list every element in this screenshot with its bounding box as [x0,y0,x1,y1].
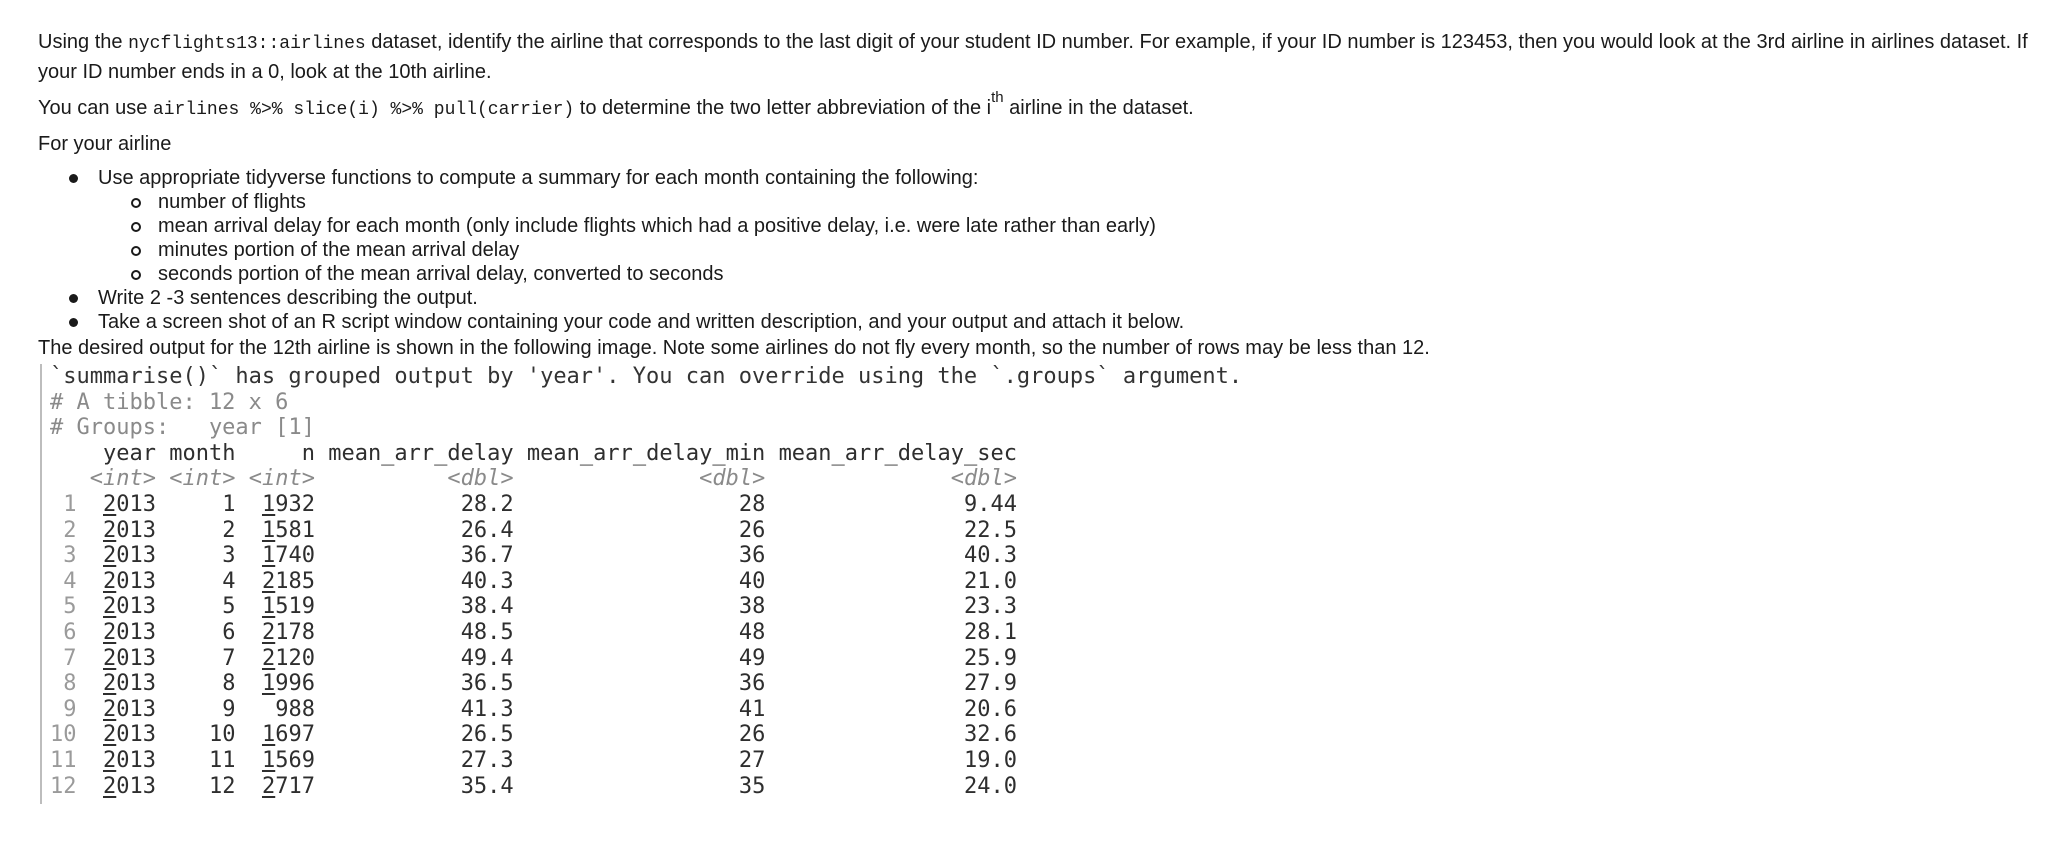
year-thousands-digit: 2 [103,491,117,517]
column-header: mean_arr_delay_min [526,440,766,466]
n-thousands-digit: 2 [261,619,276,645]
sub-item: mean arrival delay for each month (only include flights which had a positive delay, i.e. were late rather than early) [158,214,2058,238]
column-header: mean_arr_delay_sec [778,440,1017,466]
mean-arr-delay-sec-value: 23.3 [964,594,1018,620]
row-number: 12 [50,773,77,799]
year-rest: 013 [116,722,156,748]
mean-arr-delay-value: 38.4 [460,594,514,620]
mean-arr-delay-min-value: 36 [738,671,766,697]
n-value: 569 [275,747,315,773]
mean-arr-delay-min-value: 36 [738,543,766,569]
column-type: <dbl> [699,466,766,492]
month-value: 5 [222,594,236,620]
mean-arr-delay-value: 48.5 [460,619,514,645]
paragraph-dataset-instructions [38,28,2058,86]
tibble-type-row [50,466,1310,492]
year-thousands-digit: 2 [103,671,117,697]
n-thousands-digit: 1 [261,747,276,773]
text: You can use [38,97,153,119]
mean-arr-delay-min-value: 27 [738,747,766,773]
month-value: 12 [208,773,236,799]
n-value: 519 [275,594,315,620]
month-value: 7 [222,645,236,671]
bullet-item: Write 2 -3 sentences describing the output. [98,286,2058,310]
text: Using the [38,31,129,53]
n-value: 581 [275,517,315,543]
n-thousands-digit: 2 [261,568,276,594]
table-row [50,518,1310,544]
table-row [50,569,1310,595]
inline-code: nycflights13::airlines [128,34,366,54]
mean-arr-delay-min-value: 49 [738,645,766,671]
mean-arr-delay-sec-value: 25.9 [964,645,1018,671]
mean-arr-delay-value: 27.3 [460,747,514,773]
year-thousands-digit: 2 [103,773,117,799]
month-value: 10 [208,722,236,748]
mean-arr-delay-value: 36.5 [460,671,514,697]
row-number: 11 [50,747,77,773]
row-number: 6 [50,619,77,645]
bullet-text: Use appropriate tidyverse functions to compute a summary for each month containing the following: [98,167,979,189]
paragraph-desired-output: The desired output for the 12th airline is shown in the following image. Note some airlines do not fly every month, so the number of rows may be less than 12. [38,337,1430,359]
sub-item: number of flights [158,190,2058,214]
n-value: 932 [275,491,315,517]
mean-arr-delay-sec-value: 9.44 [964,491,1018,517]
month-value: 1 [222,491,236,517]
column-type: <int> [89,466,156,492]
mean-arr-delay-value: 41.3 [460,696,514,722]
mean-arr-delay-min-value: 26 [738,517,766,543]
table-row [50,697,1310,723]
column-header: mean_arr_delay [328,440,514,466]
mean-arr-delay-min-value: 26 [738,722,766,748]
month-value: 6 [222,619,236,645]
task-list-2 [38,286,2058,334]
column-header: year [103,440,156,466]
text: airline in the dataset. [1003,97,1194,119]
console-message: `summarise()` has grouped output by 'year'. You can override using the `.groups` argument. [50,364,1243,389]
n-value: 988 [275,696,315,722]
n-value: 185 [275,568,315,594]
tibble-table [50,441,1310,799]
month-value: 4 [222,568,236,594]
year-rest: 013 [116,696,156,722]
bullet-item: Take a screen shot of an R script window containing your code and written description, and your output and attach it below. [98,310,2058,334]
n-thousands-digit: 1 [261,594,276,620]
r-console-output-image [40,364,1310,804]
column-type: <int> [248,466,315,492]
month-value: 2 [222,517,236,543]
sub-item: minutes portion of the mean arrival delay [158,238,2058,262]
mean-arr-delay-value: 26.5 [460,722,514,748]
mean-arr-delay-min-value: 40 [738,568,766,594]
paragraph-slice-hint [38,89,2058,124]
year-rest: 013 [116,517,156,543]
assignment-document [38,28,2058,804]
mean-arr-delay-min-value: 35 [738,773,766,799]
n-thousands-digit: 1 [261,722,276,748]
mean-arr-delay-sec-value: 40.3 [964,543,1018,569]
year-thousands-digit: 2 [103,619,117,645]
mean-arr-delay-sec-value: 32.6 [964,722,1018,748]
mean-arr-delay-min-value: 38 [738,594,766,620]
tibble-info: # A tibble: 12 x 6 [50,389,289,415]
year-thousands-digit: 2 [103,568,117,594]
n-value: 178 [275,619,315,645]
task-list [38,166,2058,286]
mean-arr-delay-sec-value: 24.0 [964,773,1018,799]
mean-arr-delay-min-value: 28 [738,491,766,517]
row-number: 7 [50,645,77,671]
mean-arr-delay-sec-value: 19.0 [964,747,1018,773]
month-value: 8 [222,671,236,697]
mean-arr-delay-sec-value: 27.9 [964,671,1018,697]
mean-arr-delay-sec-value: 28.1 [964,619,1018,645]
year-thousands-digit: 2 [103,543,117,569]
table-row [50,594,1310,620]
tibble-header-row [50,441,1310,467]
row-number: 2 [50,517,77,543]
row-number: 8 [50,671,77,697]
year-thousands-digit: 2 [103,747,117,773]
n-thousands-digit: 1 [261,517,276,543]
n-thousands-digit: 1 [261,491,276,517]
row-number: 1 [50,491,77,517]
mean-arr-delay-min-value: 48 [738,619,766,645]
n-value: 717 [275,773,315,799]
n-thousands-digit: 1 [261,671,276,697]
paragraph-for-your-airline: For your airline [38,133,172,155]
n-thousands-digit: 2 [261,645,276,671]
bullet-item [98,166,2058,286]
n-thousands-digit: 2 [261,773,276,799]
n-value: 996 [275,671,315,697]
text: to determine the two letter abbreviation of the i [574,97,992,119]
column-type: <int> [169,466,236,492]
row-number: 9 [50,696,77,722]
column-type: <dbl> [447,466,514,492]
n-value: 697 [275,722,315,748]
row-number: 4 [50,568,77,594]
table-row [50,774,1310,800]
mean-arr-delay-value: 28.2 [460,491,514,517]
year-thousands-digit: 2 [103,517,117,543]
year-rest: 013 [116,619,156,645]
mean-arr-delay-sec-value: 22.5 [964,517,1018,543]
mean-arr-delay-sec-value: 20.6 [964,696,1018,722]
column-type: <dbl> [950,466,1017,492]
sub-item: seconds portion of the mean arrival delay, converted to seconds [158,262,2058,286]
month-value: 11 [208,747,236,773]
mean-arr-delay-value: 36.7 [460,543,514,569]
row-number: 10 [50,722,77,748]
year-thousands-digit: 2 [103,645,117,671]
month-value: 9 [222,696,236,722]
row-number: 5 [50,594,77,620]
year-rest: 013 [116,491,156,517]
table-row [50,748,1310,774]
year-rest: 013 [116,568,156,594]
year-thousands-digit: 2 [103,696,117,722]
year-rest: 013 [116,773,156,799]
year-thousands-digit: 2 [103,594,117,620]
n-value: 120 [275,645,315,671]
mean-arr-delay-value: 26.4 [460,517,514,543]
sub-list [98,190,2058,286]
month-value: 3 [222,543,236,569]
table-row [50,620,1310,646]
mean-arr-delay-sec-value: 21.0 [964,568,1018,594]
column-header: month [169,440,236,466]
table-row [50,543,1310,569]
n-thousands-digit: 1 [261,543,276,569]
year-rest: 013 [116,747,156,773]
n-value: 740 [275,543,315,569]
table-row [50,671,1310,697]
table-row [50,722,1310,748]
groups-info: # Groups: year [1] [50,415,315,441]
table-row [50,646,1310,672]
year-rest: 013 [116,543,156,569]
table-row [50,492,1310,518]
text: dataset, identify the airline that corresponds to the last digit of your student ID number. For example, if your ID number is 123453, then you would look at the 3rd airline in airlines dataset. If your ID number ends in a 0, look at the 10th airline. [38,31,2028,83]
column-header: n [301,440,315,466]
mean-arr-delay-value: 49.4 [460,645,514,671]
year-thousands-digit: 2 [103,722,117,748]
year-rest: 013 [116,671,156,697]
mean-arr-delay-min-value: 41 [738,696,766,722]
year-rest: 013 [116,645,156,671]
mean-arr-delay-value: 35.4 [460,773,514,799]
year-rest: 013 [116,594,156,620]
inline-code: airlines %>% slice(i) %>% pull(carrier) [152,100,575,120]
mean-arr-delay-value: 40.3 [460,568,514,594]
row-number: 3 [50,543,77,569]
superscript: th [991,89,1004,107]
